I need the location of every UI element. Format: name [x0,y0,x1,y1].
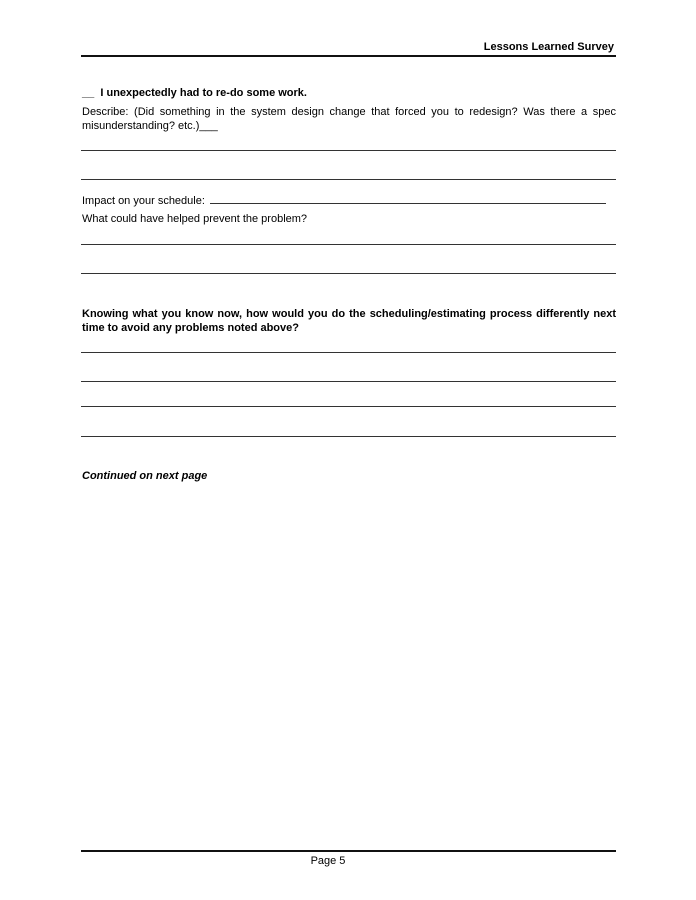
impact-answer-blank[interactable] [210,193,606,204]
next-time-question: Knowing what you know now, how would you do the scheduling/estimating process differently next time to avoid any problems noted above? [82,308,616,334]
redo-heading-row [82,86,616,100]
page-number: Page 5 [310,855,346,867]
prevent-answer-line-2[interactable] [81,273,616,274]
document-header-title: Lessons Learned Survey [483,41,614,53]
describe-answer-line-1[interactable] [81,150,616,151]
next-time-answer-line-3[interactable] [81,406,616,407]
impact-label: Impact on your schedule: [82,195,205,207]
footer-rule [81,850,616,852]
impact-row [82,193,616,208]
header-rule [81,55,616,57]
describe-answer-line-2[interactable] [81,179,616,180]
continued-note: Continued on next page [82,470,208,482]
describe-prompt: Describe: (Did something in the system design change that forced you to redesign? Was there a spec misunderstanding? etc.)___ [82,106,616,132]
prevent-prompt: What could have helped prevent the problem? [82,213,308,225]
redo-checkbox-blank[interactable]: __ [82,87,95,99]
next-time-answer-line-1[interactable] [81,352,616,353]
next-time-answer-line-4[interactable] [81,436,616,437]
next-time-answer-line-2[interactable] [81,381,616,382]
prevent-answer-line-1[interactable] [81,244,616,245]
redo-heading: I unexpectedly had to re-do some work. [100,87,307,99]
